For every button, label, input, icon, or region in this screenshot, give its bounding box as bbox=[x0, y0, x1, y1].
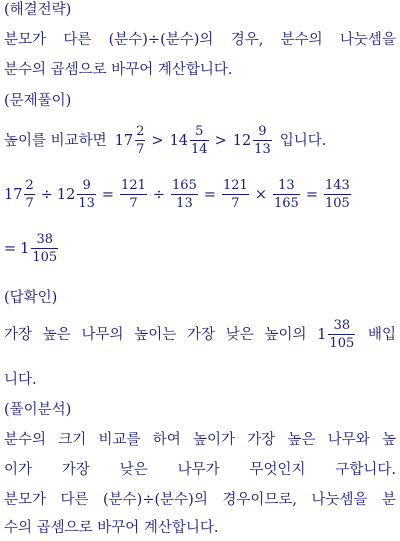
equals-sign: = bbox=[203, 186, 217, 203]
strategy-line-2: 분수의 곱셈으로 바꾸어 계산합니다. bbox=[4, 62, 233, 78]
word: 경우이므로, bbox=[222, 492, 297, 508]
word: 높이가 bbox=[192, 432, 235, 448]
fraction bbox=[222, 178, 249, 211]
denominator: 7 bbox=[136, 142, 145, 157]
denominator: 13 bbox=[78, 196, 95, 211]
word: 하여 bbox=[152, 432, 181, 448]
denominator: 7 bbox=[129, 196, 138, 211]
analysis-line-4: 수의 곱셈으로 바꾸어 계산합니다. bbox=[4, 520, 219, 536]
mixed-whole: 12 bbox=[232, 132, 252, 149]
word: 크기 bbox=[58, 432, 87, 448]
divide-sign: ÷ bbox=[40, 186, 53, 203]
word: 가장 bbox=[4, 326, 33, 343]
word: 이가 bbox=[4, 462, 33, 478]
mixed-whole: 17 bbox=[114, 132, 134, 149]
numerator: 5 bbox=[195, 124, 204, 139]
analysis-line-3 bbox=[4, 490, 396, 510]
word: 분수의 bbox=[280, 32, 323, 48]
fraction bbox=[31, 232, 58, 265]
mixed-whole: 14 bbox=[169, 132, 189, 149]
fraction bbox=[190, 124, 209, 157]
denominator: 7 bbox=[231, 196, 240, 211]
fraction bbox=[324, 178, 351, 211]
denominator: 13 bbox=[254, 142, 271, 157]
word: 분 bbox=[381, 492, 396, 508]
word: 분모가 bbox=[4, 32, 47, 48]
comparison-text: 높이를 비교하면 bbox=[4, 132, 107, 149]
comparison-suffix: 입니다. bbox=[279, 132, 327, 149]
word: (분수)÷(분수)의 bbox=[108, 32, 214, 48]
word: 나무가 bbox=[177, 462, 220, 478]
word: 높은 bbox=[287, 432, 316, 448]
word: 분모가 bbox=[4, 492, 47, 508]
analysis-line-1 bbox=[4, 430, 396, 450]
mixed-whole: 1 bbox=[317, 326, 327, 343]
word: 다른 bbox=[63, 32, 92, 48]
fraction bbox=[77, 178, 96, 211]
strategy-line-1 bbox=[4, 30, 396, 50]
heading-strategy: (해결전략) bbox=[4, 2, 72, 18]
heading-analysis: (풀이분석) bbox=[4, 402, 72, 418]
word: 구합니다. bbox=[335, 462, 396, 478]
word: 높은 bbox=[42, 326, 71, 343]
equals-sign: = bbox=[4, 240, 17, 257]
word: 낮은 bbox=[119, 462, 148, 478]
numerator: 165 bbox=[172, 178, 197, 193]
numerator: 9 bbox=[258, 124, 267, 139]
word: 배입 bbox=[367, 326, 396, 343]
fraction bbox=[120, 178, 147, 211]
operator: > bbox=[214, 132, 227, 149]
word: 가장 bbox=[61, 462, 90, 478]
word: 높이는 bbox=[134, 326, 177, 343]
answer-line-1 bbox=[4, 318, 396, 351]
equals-sign: = bbox=[305, 186, 318, 203]
denominator: 7 bbox=[25, 196, 34, 211]
result-line bbox=[4, 232, 60, 265]
word: 가장 bbox=[186, 326, 215, 343]
denominator: 13 bbox=[176, 196, 193, 211]
fraction bbox=[171, 178, 198, 211]
word: 낮은 bbox=[225, 326, 254, 343]
denominator: 105 bbox=[32, 250, 58, 265]
word: 나무와 bbox=[327, 432, 370, 448]
numerator: 38 bbox=[333, 318, 351, 333]
fraction bbox=[24, 178, 34, 211]
numerator: 121 bbox=[223, 178, 248, 193]
denominator: 105 bbox=[324, 196, 350, 211]
mixed-whole: 12 bbox=[56, 186, 76, 203]
word: 분수의 bbox=[4, 432, 47, 448]
word: 나무의 bbox=[81, 326, 124, 343]
analysis-line-2 bbox=[4, 460, 396, 480]
equals-sign: = bbox=[101, 186, 115, 203]
word: (분수)÷(분수)의 bbox=[103, 492, 208, 508]
word: 무엇인지 bbox=[249, 462, 306, 478]
numerator: 121 bbox=[121, 178, 146, 193]
fraction bbox=[328, 318, 355, 351]
numerator: 2 bbox=[136, 124, 145, 139]
word: 높이의 bbox=[264, 326, 307, 343]
mixed-whole: 17 bbox=[4, 186, 23, 203]
mixed-whole: 1 bbox=[20, 240, 30, 257]
fraction bbox=[253, 124, 272, 157]
numerator: 13 bbox=[278, 178, 295, 193]
word: 경우, bbox=[230, 32, 264, 48]
operator: > bbox=[151, 132, 164, 149]
word: 가장 bbox=[247, 432, 276, 448]
numerator: 38 bbox=[36, 232, 54, 247]
answer-value bbox=[317, 318, 357, 351]
denominator: 165 bbox=[274, 196, 299, 211]
comparison-line bbox=[4, 124, 326, 157]
calculation-line bbox=[4, 178, 353, 211]
answer-line-2: 니다. bbox=[4, 372, 37, 388]
fraction bbox=[273, 178, 300, 211]
numerator: 2 bbox=[25, 178, 34, 193]
word: 나눗셈을 bbox=[311, 492, 368, 508]
numerator: 9 bbox=[82, 178, 91, 193]
word: 비교를 bbox=[98, 432, 141, 448]
word: 나눗셈을 bbox=[339, 32, 396, 48]
denominator: 105 bbox=[329, 336, 355, 351]
denominator: 14 bbox=[191, 142, 208, 157]
heading-solution: (문제풀이) bbox=[4, 93, 72, 109]
multiply-sign: × bbox=[254, 186, 267, 203]
divide-sign: ÷ bbox=[152, 186, 166, 203]
word: 높 bbox=[381, 432, 396, 448]
fraction bbox=[135, 124, 145, 157]
heading-answer-check: (답확인) bbox=[4, 290, 58, 306]
numerator: 143 bbox=[324, 178, 350, 193]
word: 다른 bbox=[60, 492, 89, 508]
